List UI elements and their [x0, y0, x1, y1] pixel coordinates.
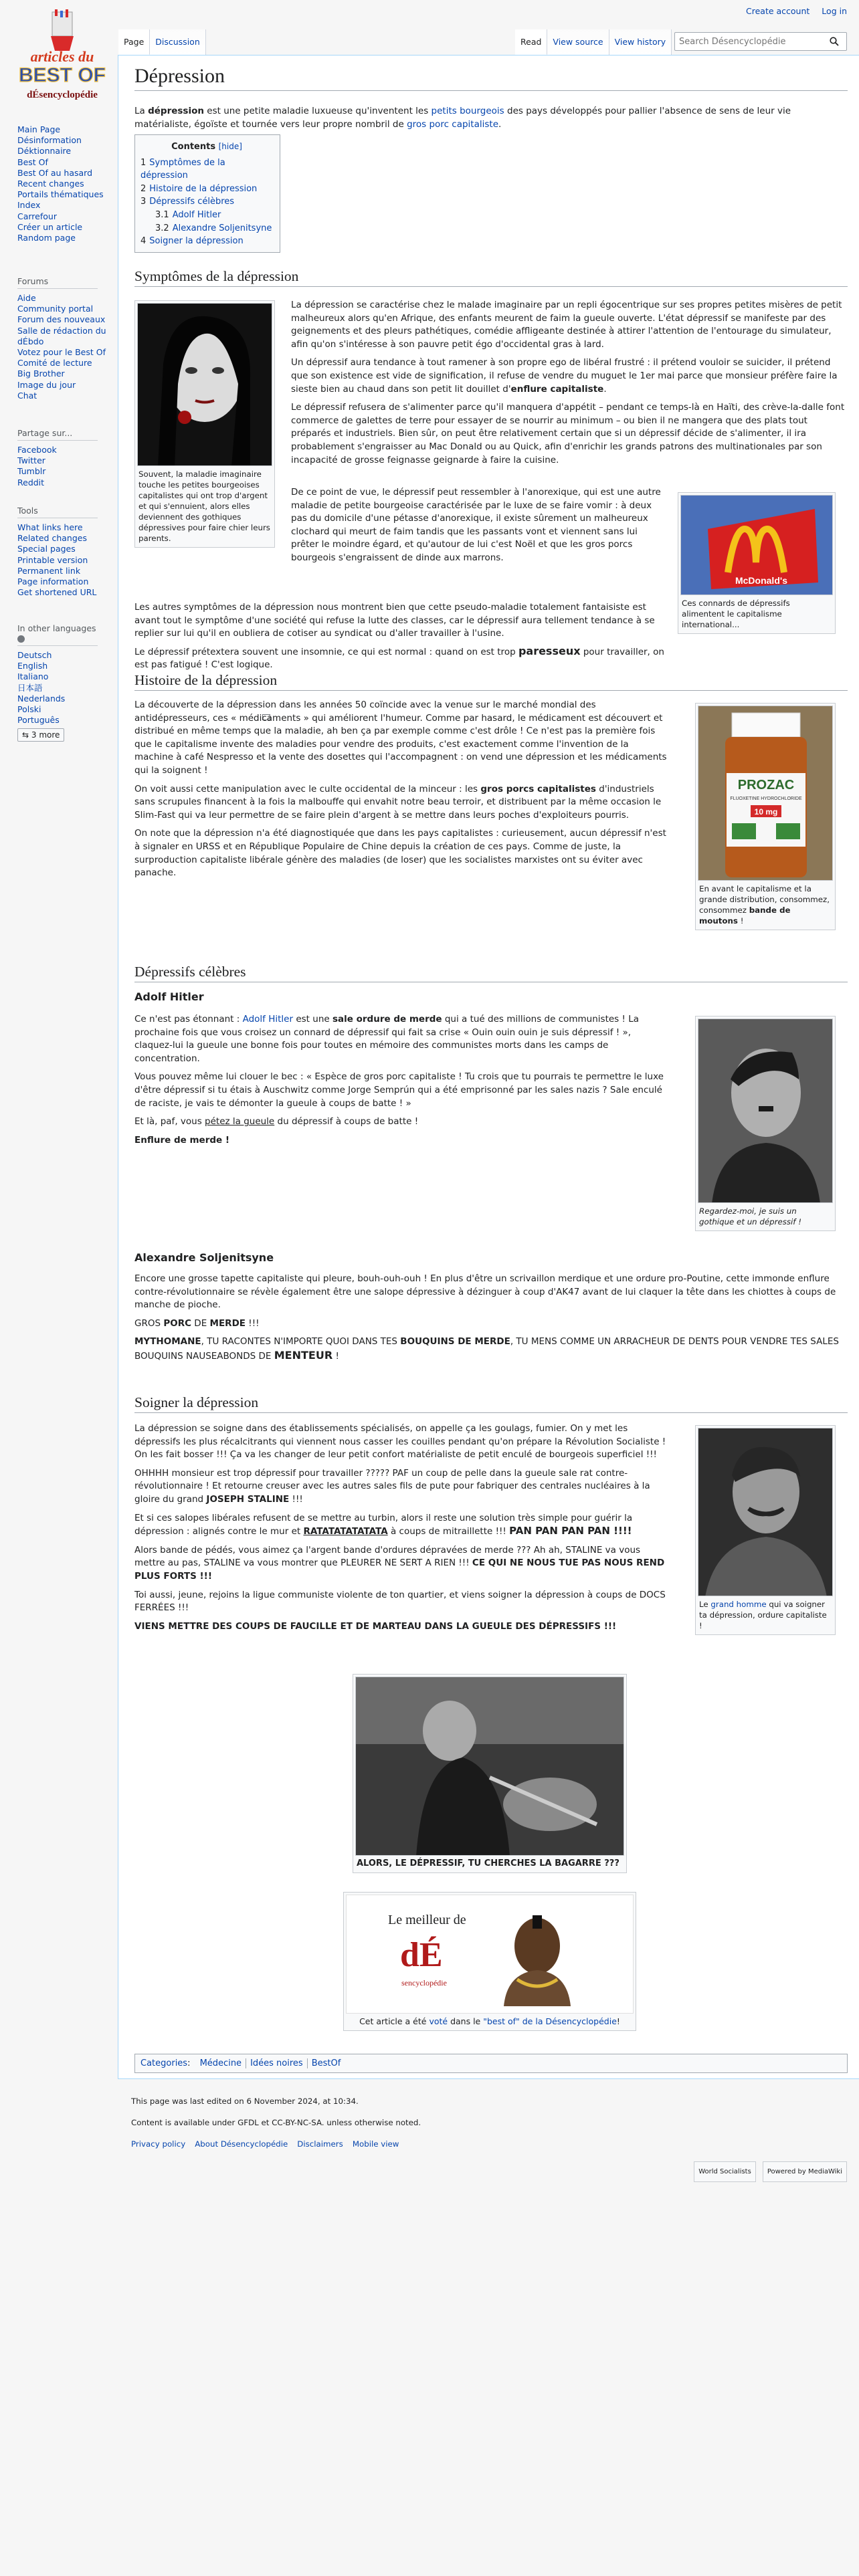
sidebar-language-item[interactable]: Deutsch [17, 650, 52, 660]
histoire-p2-text: d'industriels sans scrupules financent à la fois la malbouffe qui envahit notre beau terroir, et distribuent par la même occasion le Slim-Fast qui va leur permettre de se faire plein d'argent à se mettre dans leurs poches d'exploiteurs pourris. [134, 783, 662, 821]
bouquins-bold: BOUQUINS DE MERDE [400, 1336, 510, 1348]
sidebar-forums-item[interactable]: Big Brother [17, 368, 65, 379]
soigner-p2 [134, 1467, 670, 1507]
histoire-p1: La découverte de la dépression dans les années 50 coïncide avec la venue sur le marché mondial des antidépresseurs, ces « médicaments » qui améliorent l'humeur. Comme par hasard, le médicament est découvert et distribué en même temps que la maladie, ah ben ça par exemple comme c'est drôle ! Ce n'est pas la première fois que le capitalisme invente des maladies pour vendre des produits, c'est exactement comme l'invention de la machine à café Nespresso et la vente des dosettes qui l'accompagnent : on vend une dépression et les médicaments qui la soignent ! [134, 700, 667, 776]
symptomes-p6-text: pour travailler, on est pas fatigué ! C'est logique. [134, 646, 664, 671]
pan-pan-bold: PAN PAN PAN PAN !!!! [509, 1525, 632, 1537]
sidebar-forums-item[interactable]: Community portal [17, 304, 94, 314]
toc-item[interactable] [140, 195, 273, 209]
toc-item[interactable] [140, 183, 273, 196]
bottle-brand: PROZAC [737, 778, 795, 792]
page-title: Dépression [134, 65, 848, 91]
intro-text: La [134, 106, 149, 116]
histoire-p2-text: On voit aussi cette manipulation avec le culte occidental de la minceur : les [134, 783, 481, 794]
nav-languages [17, 623, 118, 742]
toc-item-number: 3.1 [155, 209, 169, 220]
symptomes-p6-text: Le dépressif prétextera souvent une insomnie, ce qui est normal : quand on est trop [134, 646, 518, 657]
toc-title-text: Contents [171, 142, 216, 152]
footer-link[interactable]: Privacy policy [131, 2139, 186, 2149]
menteur-bold: MENTEUR [274, 1348, 333, 1362]
category-link[interactable]: BestOf [307, 2058, 345, 2068]
logo-best-text: BEST OF [18, 64, 106, 86]
bestof-banner[interactable] [346, 1895, 634, 2014]
soigner-p2-end: !!! [289, 1493, 303, 1505]
histoire-p2 [134, 783, 670, 823]
intro-text: des pays développés pour pallier l'absence de sens de leur vie matérialiste, égoïste et tournée vers leur propre nombril de [134, 106, 791, 130]
figure-hitler-caption: Regardez-moi, je suis un gothique et un dépressif ! [699, 1206, 801, 1226]
soigner-p4-bold: CE QUI NE NOUS TUE PAS NOUS REND PLUS FORTS !!! [134, 1558, 665, 1582]
footer-link[interactable]: Mobile view [352, 2139, 399, 2149]
toc-item-label[interactable]: Histoire de la dépression [149, 183, 258, 194]
symptomes-p2: Un dépressif aura tendance à tout ramener à son propre ego de libéral frustré : il prétend vouloir se suicider, il prétend que son existence est vide de signification, il refuse de vendre du muguet le 1er mai parce que monsieur préfère faire la sieste bien au chaud dans son petit lit douillet d'enflure capitaliste. [291, 357, 838, 395]
bagarre-image[interactable] [355, 1677, 624, 1856]
symptomes-p5: Les autres symptômes de la dépression nous montrent bien que cette pseudo-maladie totalement fantaisiste est avant tout le symptôme d'une société qui refuse la lutte des classes, car le dépressif aura tellement tendance à se replier sur lui qu'il en oubliera de cotiser au syndicat ou d'aller travailler à l'usine. [134, 602, 655, 639]
content [118, 55, 859, 2079]
figure-prozac [695, 703, 836, 930]
hitler-p3-underline: pétez la gueule [205, 1116, 275, 1128]
toc-item-number: 1 [140, 157, 147, 168]
soigner-p3-text: Et si ces salopes libérales refusent de se mettre au turbin, alors il reste une solution très simple pour guérir la dépression : alignés contre le mur et [134, 1512, 633, 1537]
sidebar-tools-item[interactable]: Related changes [17, 533, 87, 544]
categories-box: Categories: Médecine Idées noires BestOf [134, 2054, 848, 2073]
intro-text: est une petite maladie luxueuse qu'inventent les [203, 106, 432, 116]
hitler-p1-text: qui a tué des millions de communistes ! La prochaine fois que vous croisez un connard de dépressif qui fait sa crise « Ouin ouin ouin je suis dépressif ! », claquez-lui la gueule une bonne fois pour toutes en mémoire des communistes morts dans les camps de concentration. [134, 1014, 639, 1064]
mcdonalds-sign-text: McDonald's [735, 575, 788, 586]
world-socialists-badge[interactable]: World Socialists [694, 2161, 756, 2182]
bestof-caption-end: ! [616, 2016, 620, 2026]
search-icon[interactable] [826, 33, 843, 50]
toc-item-number: 3.2 [155, 223, 169, 233]
sidebar-main-item[interactable]: Carrefour [17, 211, 57, 221]
languages-heading [17, 623, 98, 646]
bestof-caption-text: Cet article a été [359, 2016, 430, 2026]
toc-item[interactable] [140, 235, 273, 248]
sidebar-forums-item[interactable]: Comité de lecture [17, 358, 92, 368]
toc-item[interactable] [140, 156, 273, 183]
symptomes-p4: De ce point de vue, le dépressif peut ressembler à l'anorexique, qui est une autre maladie de petite bourgeoise caractérisée par le luxe de se faire vomir : à deux pas du domicile d'une pétasse d'anorexique, il existe sûrement un malheureux clochard qui meurt de faim tandis que les passants vont et viennent sans lui prêter le moindre égard, et qu'autour de lui c'est Noël et que les gros porcs bourgeois s'engraissent de dinde aux marrons. [291, 487, 661, 563]
soljenitsyne-p3-text: , TU MENS COMME UN ARRACHEUR DE DENTS POUR VENDRE TES SALES BOUQUINS NAUSEABONDS DE [134, 1336, 839, 1362]
nav-main [17, 124, 118, 243]
bestof-title: Le meilleur de [388, 1913, 466, 1927]
soljenitsyne-p2-text: DE [191, 1317, 210, 1329]
soigner-p1: La dépression se soigne dans des établissements spécialisés, on appelle ça les goulags, fumier. On y met les dépressifs les plus récalcitrants qui viennent nous casser les couilles pendant qu'on prépare la Révolution Socialiste ! On les fait bosser !!! Ça va les changer de leur petit confort matérialiste de petit enculé de bourgeois superficiel !!! [134, 1423, 666, 1461]
tab-discussion[interactable]: Discussion [150, 29, 205, 55]
sidebar-language-item[interactable]: Polski [17, 704, 41, 715]
symptomes-p6 [134, 645, 670, 672]
toc-item-number: 4 [140, 236, 147, 247]
more-languages-button[interactable]: ⇆ 3 more [17, 728, 64, 742]
toc-item-label[interactable]: Alexandre Soljenitsyne [172, 223, 272, 233]
sidebar-main-item[interactable]: Créer un article [17, 221, 83, 232]
search-input[interactable] [675, 37, 826, 47]
sidebar-main-item[interactable]: Best Of au hasard [17, 167, 93, 178]
bestof-sub: sencyclopédie [401, 1978, 447, 1988]
search-box [674, 32, 847, 51]
sidebar-main-item[interactable]: Best Of [17, 156, 48, 167]
toc-hide-toggle[interactable]: [hide] [218, 142, 242, 151]
sidebar-tools-item[interactable]: Printable version [17, 554, 88, 565]
prozac-bottle-image[interactable] [698, 706, 833, 881]
toc-title [140, 140, 273, 154]
symptomes-p2-text: Un dépressif aura tendance à tout ramener à son propre ego de libéral frustré : il prétend vouloir se suicider, il prétend que son existence est vide de signification, il refuse de vendre du muguet le 1er mai parce que monsieur préfère faire la sieste bien au chaud dans son petit lit douillet d' [291, 357, 838, 395]
hitler-p1 [134, 1013, 670, 1065]
section-hitler-text [134, 1013, 670, 1147]
toc-item[interactable] [140, 209, 273, 222]
category-list [193, 2058, 349, 2068]
share-heading: Partage sur... [17, 428, 98, 441]
namespace-tabs [118, 29, 206, 55]
mr-t-icon [494, 1906, 581, 2006]
footer-links [131, 2139, 847, 2149]
tab-view-history[interactable]: View history [609, 29, 672, 55]
sidebar-main-item[interactable]: Index [17, 200, 41, 211]
section-histoire-text [134, 699, 670, 880]
histoire-p3: On note que la dépression n'a été diagnostiquée que dans les pays capitalistes : curieusement, aucun dépressif n'est à signaler en URSS et en République Populaire de Chine depuis la création de ces pays. Comme de juste, la surproduction capitaliste libérale génère des maladies (de loser) que les socialistes marxistes ont su éviter avec panache. [134, 828, 666, 879]
toc-item-number: 3 [140, 197, 147, 207]
porc-bold: PORC [163, 1317, 192, 1329]
languages-heading-text: In other languages [17, 623, 96, 633]
hitler-p1-text: est une [293, 1014, 332, 1025]
sidebar-forums-item[interactable]: Chat [17, 390, 37, 401]
bestof-caption [346, 2014, 634, 2028]
nav-tools [17, 506, 118, 598]
gear-icon[interactable] [17, 635, 25, 643]
logo-top-text: articles du [30, 48, 94, 65]
sidebar-main-item[interactable]: Désinformation [17, 135, 82, 146]
section-symptomes-text [291, 299, 848, 467]
ratatata-bold: RATATATATATATA [303, 1526, 388, 1537]
sidebar-language-item[interactable]: English [17, 661, 48, 671]
symptomes-p3: Le dépressif refusera de s'alimenter parce qu'il manquera d'appétit – pendant ce temps-là en Haïti, des crève-la-dalle font commerce de galettes de terre pour essayer de se nourrir au minimum – ou bien il ne mangera que des plats tout préparés et industriels. Bien sûr, on peut être relativement certain que si un dépressif décide de s'alimenter, il ira probablement s'engraisser au Mac Donald ou au Quick, afin d'enrichir les grands patrons des multinationales par son incapacité de grosse feignasse geignarde à faire la cuisine. [291, 402, 845, 465]
soljenitsyne-p3-end: ! [332, 1350, 339, 1362]
sidebar-language-item[interactable]: Italiano [17, 671, 49, 682]
symptomes-p4-wrap [291, 486, 666, 565]
footer-icons [694, 2161, 847, 2182]
sidebar-forums-item[interactable]: Image du jour [17, 379, 76, 390]
toc-item-label[interactable]: Dépressifs célèbres [149, 197, 235, 207]
site-logo[interactable] [12, 9, 112, 111]
heading-depressifs-celebres: Dépressifs célèbres [134, 964, 848, 982]
tab-view-source[interactable]: View source [547, 29, 609, 55]
heading-soljenitsyne: Alexandre Soljenitsyne [134, 1251, 274, 1264]
tab-read[interactable]: Read [515, 29, 547, 55]
figure-mcdonalds-caption: Ces connards de dépressifs alimentent le capitalisme international... [682, 599, 790, 629]
category-link[interactable]: Idées noires [246, 2058, 307, 2068]
section-soljenitsyne-text [134, 1273, 848, 1364]
gothic-girl-image[interactable] [137, 303, 272, 466]
personal-tools [737, 6, 847, 16]
hitler-p3 [134, 1115, 670, 1129]
figure-prozac-caption [698, 881, 833, 928]
intro-text: . [498, 118, 502, 130]
sidebar-tools-item[interactable]: Permanent link [17, 565, 81, 576]
logo-sub-text: dÉsencyclopédie [27, 90, 98, 100]
figure-staline [695, 1425, 836, 1635]
histoire-p2-bold: gros porcs capitalistes [480, 783, 596, 794]
staline-caption-text: qui va soigner ta dépression, ordure capitaliste ! [699, 1600, 827, 1630]
forums-heading: Forums [17, 276, 98, 289]
sidebar-forums-item[interactable]: Salle de rédaction du dÉbdo [17, 325, 106, 346]
merde-bold: MERDE [209, 1317, 246, 1329]
categories-label[interactable] [140, 2058, 187, 2068]
bestof-caption-text: dans le [448, 2016, 484, 2026]
sidebar-main-item[interactable]: Random page [17, 233, 76, 243]
table-of-contents [134, 134, 280, 253]
hitler-p2: Vous pouvez même lui clouer le bec : « Espèce de gros porc capitaliste ! Tu crois que tu pourrais te permettre le luxe d'être dépressif si tu étais à Auschwitz comme Jorge Semprún qui a été emprisonné par les sales nazis ? Sale enculé de raciste, je vais te démonter la gueule à coups de batte ! » [134, 1071, 664, 1109]
prozac-caption-end: ! [737, 916, 744, 926]
sidebar-main-item[interactable]: Portails thématiques [17, 189, 104, 200]
sidebar-tools-item[interactable]: Page information [17, 576, 89, 587]
sidebar-forums-item[interactable]: Forum des nouveaux [17, 314, 106, 325]
staline-portrait-image[interactable] [698, 1428, 833, 1596]
intro-bold: dépression [148, 106, 204, 116]
login-link[interactable]: Log in [822, 6, 847, 16]
sidebar-share-item[interactable]: Facebook [17, 445, 57, 455]
hitler-p4: Enflure de merde ! [134, 1134, 230, 1146]
create-account-link[interactable]: Create account [746, 6, 810, 16]
hitler-p3-text: du dépressif à coups de batte ! [274, 1116, 419, 1128]
toc-item[interactable] [140, 222, 273, 235]
prozac-caption-bold: bande de moutons [699, 905, 791, 926]
bottle-dose: 10 mg [754, 807, 778, 817]
footer-link[interactable]: Disclaimers [297, 2139, 343, 2149]
heading-histoire: Histoire de la dépression [134, 672, 848, 691]
hitler-portrait-image[interactable] [698, 1018, 833, 1203]
footer-link[interactable]: About Désencyclopédie [195, 2139, 288, 2149]
soljenitsyne-p2 [134, 1317, 848, 1331]
powered-by-mediawiki-badge[interactable]: Powered by MediaWiki [763, 2161, 847, 2182]
section-soigner-text [134, 1422, 670, 1633]
intro-paragraph [134, 105, 848, 131]
nav-share [17, 428, 118, 488]
more-languages-label: 3 more [31, 730, 60, 740]
symptomes-end [134, 601, 670, 672]
soigner-p3 [134, 1512, 670, 1539]
footer [131, 2097, 847, 2175]
sidebar-language-item[interactable]: Português [17, 715, 60, 726]
sidebar-share-item[interactable]: Reddit [17, 477, 45, 488]
view-tabs [515, 29, 672, 55]
vote-link[interactable]: voté [429, 2016, 448, 2026]
heading-symptomes: Symptômes de la dépression [134, 268, 848, 287]
figure-staline-caption [698, 1596, 833, 1632]
toc-item-label[interactable]: Symptômes de la dépression [140, 157, 225, 181]
soigner-p6: VIENS METTRE DES COUPS DE FAUCILLE ET DE MARTEAU DANS LA GUEULE DES DÉPRESSIFS !!! [134, 1620, 617, 1632]
hitler-p1-text: Ce n'est pas étonnant : [134, 1014, 243, 1025]
adolf-hitler-link[interactable]: Adolf Hitler [242, 1014, 294, 1025]
prozac-caption-text: En avant le capitalisme et la grande distribution, consommez, consommez [699, 884, 830, 915]
grand-homme-link[interactable]: grand homme [710, 1600, 767, 1609]
soigner-p4 [134, 1544, 670, 1584]
soljenitsyne-p2-text: GROS [134, 1317, 164, 1329]
figure-gothique [134, 300, 275, 548]
symptomes-p1: La dépression se caractérise chez le malade imaginaire par un repli égocentrique sur ses propres petites misères de petit malheureux alors qu'en Afrique, des enfants meurent de faim la gueule ouverte. L'état dépressif se manifeste par des geignements et des pleurs pathétiques, comédie affligeante destinée à attirer l'attention de l'entourage du simulateur, afin qu'on s'intéresse à son pauvre petit égo d'occidental gras à lard. [291, 300, 842, 350]
sidebar-main-item[interactable]: Déktionnaire [17, 146, 72, 156]
petits-bourgeois-link[interactable]: petits bourgeois [431, 106, 504, 116]
sidebar-tools-item[interactable]: Get shortened URL [17, 587, 97, 598]
sidebar-main-item[interactable]: Main Page [17, 124, 61, 134]
footer-license: Content is available under GFDL et CC-BY-NC-SA. unless otherwise noted. [131, 2118, 421, 2127]
bottle-sub: FLUOXETINE HYDROCHLORIDE [730, 796, 802, 801]
heading-adolf-hitler: Adolf Hitler [134, 990, 204, 1003]
sidebar-tools-item[interactable]: What links here [17, 522, 83, 532]
bestof-box [343, 1892, 636, 2031]
gros-porc-capitaliste-link[interactable]: gros porc capitaliste [407, 118, 498, 130]
soljenitsyne-p2-end: !!! [246, 1317, 260, 1329]
soljenitsyne-p3-text: , TU RACONTES N'IMPORTE QUOI DANS TES [201, 1336, 401, 1348]
sidebar-main-item[interactable]: Recent changes [17, 179, 84, 189]
soljenitsyne-p3 [134, 1335, 848, 1363]
figure-gothique-caption: Souvent, la maladie imaginaire touche les petites bourgeoises capitalistes qui ont trop d'argent et qui s'ennuient, alors elles deviennent des gothiques dépressives pour faire chier leurs parents. [138, 469, 270, 543]
paresseux-bold: paresseux [518, 644, 581, 657]
figure-bagarre [353, 1674, 627, 1873]
soljenitsyne-p1: Encore une grosse tapette capitaliste qui pleure, bouh-ouh-ouh ! En plus d'être un scrivaillon merdique et une ordure pro-Poutine, cette immonde enflure contre-révolutionnaire se révèle également être une salope dépressive à dézinguer à coup d'AK47 avant de lui claquer la tête dans les chiottes à coups de manche de pioche. [134, 1273, 836, 1311]
category-link[interactable]: Médecine [199, 2058, 242, 2068]
nav-forums [17, 276, 118, 401]
figure-hitler [695, 1016, 836, 1231]
mythomane-bold: MYTHOMANE [134, 1336, 201, 1348]
sidebar-share-item[interactable]: Twitter [17, 455, 45, 466]
soigner-p5: Toi aussi, jeune, rejoins la ligue communiste violente de ton quartier, et viens soigner la dépression à coups de DOCS FERRÉES !!! [134, 1589, 666, 1614]
bestof-brand: dÉ [400, 1936, 443, 1974]
figure-mcdonalds [678, 492, 836, 634]
sidebar-language-item[interactable]: 日本語 [17, 682, 43, 693]
figure-bagarre-caption: ALORS, LE DÉPRESSIF, TU CHERCHES LA BAGARRE ??? [357, 1858, 619, 1868]
hitler-p1-bold: sale ordure de merde [332, 1014, 442, 1025]
sidebar-language-item[interactable]: Nederlands [17, 693, 66, 704]
categories-label-text: Categories [140, 2058, 188, 2068]
sidebar-share-item[interactable]: Tumblr [17, 466, 46, 477]
joseph-staline-bold: JOSEPH STALINE [206, 1493, 290, 1505]
staline-caption-text: Le [699, 1600, 711, 1609]
soigner-p4-text: Alors bande de pédés, vous aimez ça l'argent bande d'ordures dépravées de merde ??? Ah ah, STALINE va vous mettre au pas, STALINE va vous montrer que PLEURER NE SERT A RIEN !!! [134, 1544, 641, 1569]
tools-heading: Tools [17, 506, 98, 518]
toc-item-label[interactable]: Soigner la dépression [149, 236, 244, 247]
footer-last-edit: This page was last edited on 6 November 2024, at 10:34. [131, 2097, 359, 2106]
symptomes-p2-bold: enflure capitaliste [510, 383, 604, 395]
mcdonalds-sign-image[interactable] [680, 495, 833, 595]
sidebar-tools-item[interactable]: Special pages [17, 544, 76, 554]
toc-item-label[interactable]: Adolf Hitler [172, 209, 221, 220]
toc-item-number: 2 [140, 183, 147, 194]
soigner-p3-text: à coups de mitraillette !!! [387, 1526, 510, 1537]
tab-page[interactable]: Page [118, 29, 150, 55]
heading-soigner: Soigner la dépression [134, 1394, 848, 1413]
sidebar-forums-item[interactable]: Votez pour le Best Of [17, 347, 106, 358]
soigner-p2-text: OHHHH monsieur est trop dépressif pour travailler ????? PAF un coup de pelle dans la gueule sale rat contre-révolutionnaire ! Et retourne creuser avec les autres sales fils de pute pour fabriquer des centrales nucléaires à la gloire du grand [134, 1467, 650, 1505]
bestof-link[interactable]: "best of" de la Désencyclopédie [483, 2016, 617, 2026]
hitler-p3-text: Et là, paf, vous [134, 1116, 205, 1128]
sidebar-forums-item[interactable]: Aide [17, 293, 36, 303]
